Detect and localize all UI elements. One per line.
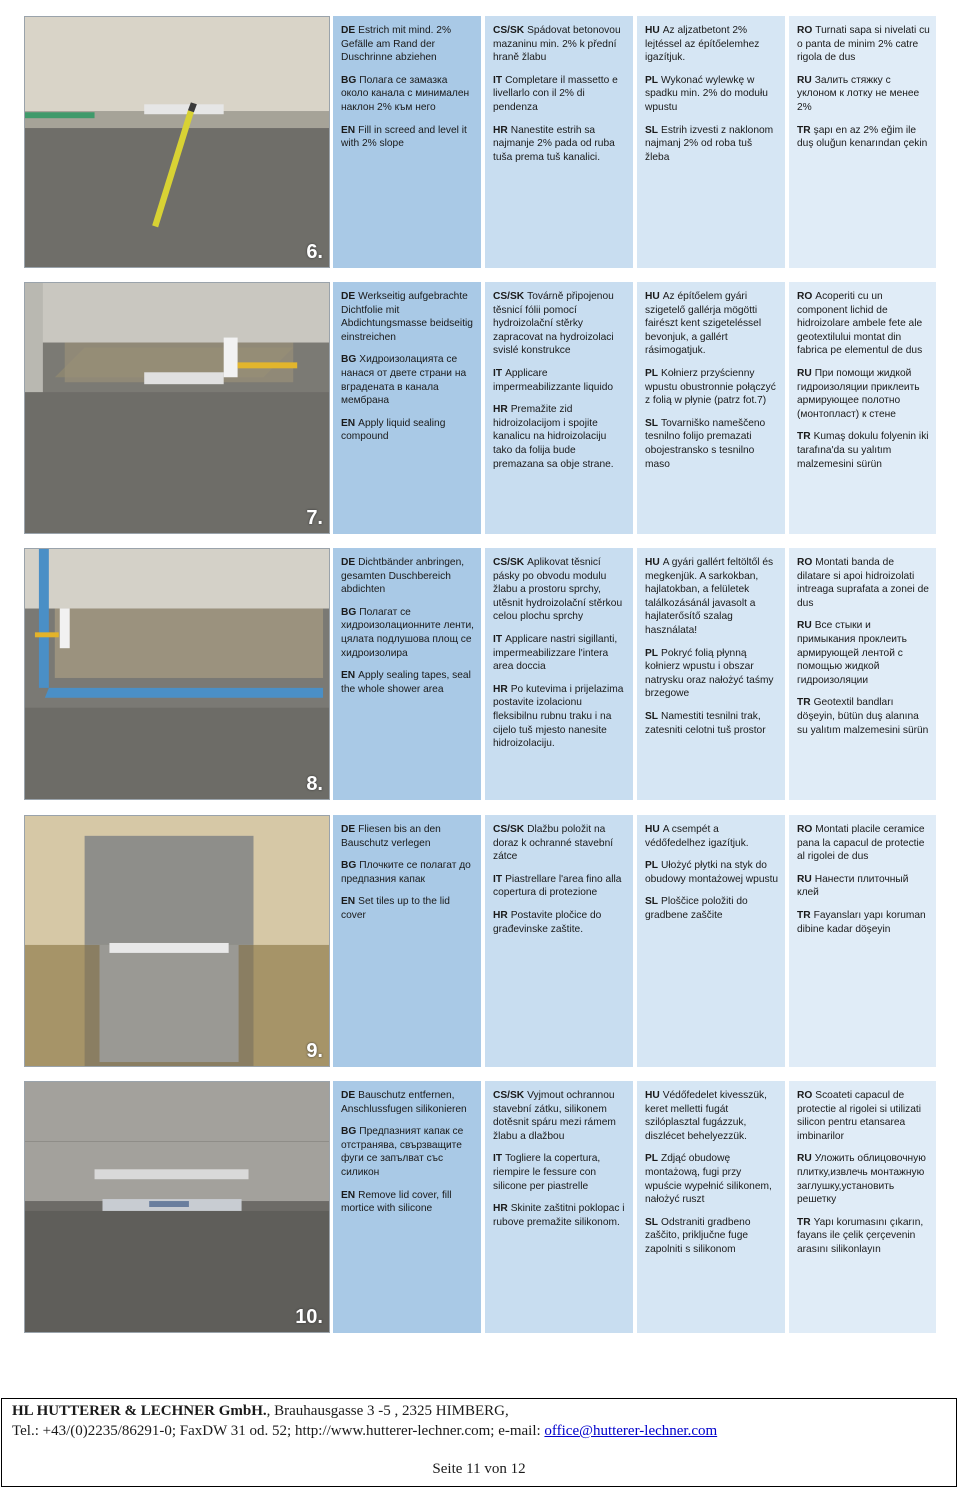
- language-code: HR: [493, 909, 508, 921]
- language-column: [789, 16, 936, 268]
- language-code: BG: [341, 74, 357, 86]
- instruction-body: Namestiti tesnilni trak, zatesniti celotni tuš prostor: [645, 710, 766, 736]
- language-code: CS/SK: [493, 291, 525, 302]
- instruction-text: [493, 633, 627, 674]
- instruction-body: Nanestite estrih sa najmanje 2% pada od ruba tuša prema tuš kanalici.: [493, 124, 615, 163]
- instruction-body: Postavite pločice do građevinske zaštite.: [493, 909, 602, 935]
- language-code: RU: [797, 873, 812, 885]
- instruction-text: [341, 1089, 475, 1116]
- instruction-text: [493, 1202, 627, 1229]
- instruction-text: [493, 367, 627, 394]
- language-code: HR: [493, 683, 508, 695]
- instruction-body: A gyári gallért feltöltől és megkenjük. A sarkokban, hajlatokban, a felületek találkozásánál javasolt a hajlaterősítő szalag használata!: [645, 557, 774, 636]
- instruction-body: Montati placile ceramice pana la capacul de protectie al rigolei de dus: [797, 824, 925, 863]
- instruction-body: Completare il massetto e livellarlo con il 2% di pendenza: [493, 74, 618, 113]
- instruction-body: Pokryć folią płynną kołnierz wpustu i obszar natrysku oraz nałożyć taśmy brzegowe: [645, 647, 774, 700]
- language-column: [485, 815, 633, 1067]
- instruction-text: [341, 1125, 475, 1179]
- instruction-body: Предпазният капак се отстранява, свързващите фуги се запълват със силикон: [341, 1126, 464, 1178]
- instruction-body: şapı en az 2% eğim ile duş oluğun kenarından çekin: [797, 124, 928, 150]
- company-address: , Brauhausgasse 3 -5 , 2325 HIMBERG,: [266, 1403, 509, 1419]
- instruction-body: Montati banda de dilatare si apoi hidroizolati intreaga suprafata a zonei de dus: [797, 557, 929, 609]
- instruction-text: [341, 24, 475, 65]
- language-column: [789, 548, 936, 800]
- instruction-body: Yapı korumasını çıkarın, fayans ile çelik çerçevenin arasını silikonlayın: [797, 1216, 924, 1255]
- company-name: HL HUTTERER & LECHNER GmbH.: [12, 1403, 267, 1419]
- instruction-body: Tovarniško nameščeno tesnilno folijo premazati obojestransko s tesnilno maso: [645, 417, 766, 470]
- instruction-body: Плочките се полагат до предпазния капак: [341, 860, 471, 885]
- instruction-text: [493, 1152, 627, 1193]
- language-code: EN: [341, 417, 356, 429]
- language-code: HU: [645, 824, 660, 835]
- instruction-text: [341, 353, 475, 407]
- instruction-text: [645, 556, 779, 638]
- language-column: [333, 548, 481, 800]
- instruction-body: Fayansları yapı koruman dibine kadar döşeyin: [797, 909, 926, 935]
- language-column: [637, 16, 785, 268]
- language-column: [789, 1081, 936, 1333]
- step-9: [24, 815, 936, 1067]
- instruction-text: [493, 74, 627, 115]
- step-number: 6.: [306, 241, 323, 263]
- instruction-text: [797, 124, 930, 151]
- instruction-text: [645, 1152, 779, 1206]
- language-code: TR: [797, 431, 811, 443]
- language-column: [485, 548, 633, 800]
- step-photo: [24, 548, 330, 800]
- language-code: TR: [797, 697, 811, 709]
- instruction-body: Premažite zid hidroizolacijom i spojite kanalicu na hidroizolaciju tako da folija bude premazana sa obje strane.: [493, 404, 614, 470]
- instruction-body: Ploščice položiti do gradbene zaščite: [645, 896, 748, 921]
- instruction-text: [341, 1189, 475, 1216]
- step-photo: [24, 16, 330, 268]
- language-code: SL: [645, 417, 659, 429]
- step-photo: [24, 1081, 330, 1333]
- step-8: [24, 548, 936, 800]
- instruction-text: [645, 417, 779, 471]
- language-code: RU: [797, 1153, 812, 1165]
- instruction-text: [645, 823, 779, 850]
- instruction-text: [493, 124, 627, 165]
- instruction-text: [341, 859, 475, 886]
- instruction-body: Zdjąć obudowę montażową, fugi przy wpuście wypełnić silikonem, nałożyć ruszt: [645, 1153, 772, 1206]
- instruction-text: [645, 74, 779, 115]
- language-code: RU: [797, 74, 812, 86]
- language-code: BG: [341, 606, 357, 618]
- email-link[interactable]: office@hutterer-lechner.com: [544, 1423, 718, 1439]
- instruction-text: [341, 669, 475, 696]
- instruction-body: Estrich mit mind. 2% Gefälle am Rand der Duschrinne abziehen: [341, 25, 451, 64]
- step-number: 7.: [306, 507, 323, 529]
- language-code: SL: [645, 896, 659, 908]
- language-code: CS/SK: [493, 25, 525, 36]
- instruction-text: [797, 74, 930, 115]
- instruction-body: Az építőelem gyári szigetelő gallérja mögötti fairészt kent szigeteléssel bevonjuk, a gallért rásimogatjuk.: [645, 291, 762, 357]
- language-column: [333, 282, 481, 534]
- instruction-body: Az aljzatbetont 2% lejtéssel az építőelemhez igazítjuk.: [645, 25, 760, 64]
- instruction-text: [341, 74, 475, 115]
- step-photo: [24, 282, 330, 534]
- instruction-body: Kumaş dokulu folyenin iki tarafına'da su yalıtım malzemesini sürün: [797, 431, 929, 470]
- instruction-body: Togliere la copertura, riempire le fessure con silicone per piastrelle: [493, 1153, 601, 1192]
- instruction-text: [797, 873, 930, 900]
- language-code: IT: [493, 1153, 503, 1165]
- instruction-body: Aplikovat těsnicí pásky po obvodu modulu žlabu a prostoru sprchy, utěsnit hydroizolační stěrkou celou plochu sprchy: [493, 557, 623, 623]
- instruction-text: [645, 1216, 779, 1257]
- language-code: EN: [341, 670, 356, 682]
- instruction-text: [797, 556, 930, 610]
- language-code: SL: [645, 1216, 659, 1228]
- instruction-text: [797, 24, 930, 65]
- contact-line: [12, 1423, 717, 1440]
- instruction-text: [797, 823, 930, 864]
- language-code: PL: [645, 860, 659, 872]
- instruction-body: Geotextil bandları döşeyin, bütün duş alanına su yalıtım malzemesini sürün: [797, 697, 929, 736]
- instruction-body: Acoperiti cu un component lichid de hidroizolare ambele fete ale geotextilului montat din fabrica pe elementul de dus: [797, 291, 923, 357]
- instruction-body: Odstraniti gradbeno zaščito, priključne fuge zapolniti s silikonom: [645, 1216, 751, 1255]
- instruction-text: [645, 367, 779, 408]
- language-code: CS/SK: [493, 1090, 525, 1101]
- language-column: [637, 1081, 785, 1333]
- instruction-body: Полагат се хидроизолационните ленти, цялата подлушова площ се хидроизолира: [341, 606, 474, 659]
- instruction-body: Ułożyć płytki na styk do obudowy montażowej wpustu: [645, 860, 779, 885]
- instruction-body: Нанести плиточный клей: [797, 873, 909, 899]
- instruction-body: Vyjmout ochrannou stavební zátku, silikonem dotěsnit spáru mezi rámem žlabu a dlažbou: [493, 1090, 616, 1142]
- instruction-text: [341, 417, 475, 444]
- instruction-body: Estrih izvesti z naklonom najmanj 2% od roba tuš žleba: [645, 124, 774, 163]
- instruction-text: [645, 895, 779, 922]
- language-code: CS/SK: [493, 824, 525, 835]
- instruction-text: [341, 895, 475, 922]
- instruction-body: Turnati sapa si nivelati cu o panta de minim 2% catre rigola de dus: [797, 25, 930, 64]
- language-code: EN: [341, 896, 356, 908]
- language-code: BG: [341, 354, 357, 366]
- instruction-text: [493, 683, 627, 751]
- language-code: DE: [341, 824, 356, 835]
- step-7: [24, 282, 936, 534]
- language-code: BG: [341, 860, 357, 872]
- instruction-text: [493, 873, 627, 900]
- instruction-text: [645, 1089, 779, 1143]
- language-code: RO: [797, 824, 813, 835]
- language-code: RU: [797, 620, 812, 632]
- language-column: [485, 282, 633, 534]
- language-code: HU: [645, 1090, 660, 1101]
- step-10: [24, 1081, 936, 1333]
- step-number: 10.: [295, 1306, 323, 1328]
- instruction-body: Dichtbänder anbringen, gesamten Duschbereich abdichten: [341, 557, 465, 596]
- language-code: RO: [797, 291, 813, 302]
- instruction-text: [645, 647, 779, 701]
- language-code: PL: [645, 74, 659, 86]
- instruction-text: [797, 367, 930, 421]
- instruction-body: Po kutevima i prijelazima postavite izolacionu fleksibilnu rubnu traku i na cijelo tuš mjesto nanesite hidroizolaciju.: [493, 683, 624, 750]
- instruction-body: При помощи жидкой гидроизоляции приклеить армирующее полотно (монтопласт) к стене: [797, 367, 920, 420]
- language-code: DE: [341, 1090, 356, 1101]
- language-code: DE: [341, 557, 356, 568]
- instruction-body: Továrně připojenou těsnicí fólii pomocí hydroizolační stěrky zapracovat na hydroizolaci svislé konstrukce: [493, 291, 614, 357]
- instruction-text: [797, 619, 930, 687]
- language-code: DE: [341, 25, 356, 36]
- language-code: RO: [797, 25, 813, 36]
- instruction-body: Fill in screed and level it with 2% slope: [341, 124, 467, 150]
- instruction-body: Remove lid cover, fill mortice with silicone: [341, 1189, 452, 1215]
- language-code: CS/SK: [493, 557, 525, 568]
- language-code: DE: [341, 291, 356, 302]
- page-footer: [1, 1398, 957, 1487]
- instruction-text: [645, 124, 779, 165]
- instruction-text: [493, 24, 627, 65]
- instruction-body: A csempét a védőfedelhez igazítjuk.: [645, 824, 749, 849]
- instruction-body: Полагa се замазка около канала с минимален наклон 2% към него: [341, 74, 470, 113]
- contact-info: Tel.: +43/(0)2235/86291-0; FaxDW 31 od. 52; http://www.hutterer-lechner.com; e-mail:: [12, 1423, 545, 1439]
- language-code: RO: [797, 1090, 813, 1101]
- language-code: RO: [797, 557, 813, 568]
- instruction-body: Piastrellare l'area fino alla copertura di protezione: [493, 873, 622, 899]
- instruction-text: [797, 1152, 930, 1206]
- instruction-body: Wykonać wylewkę w spadku min. 2% do modułu wpustu: [645, 74, 768, 113]
- instruction-text: [341, 124, 475, 151]
- language-code: HR: [493, 124, 508, 136]
- instruction-text: [493, 290, 627, 358]
- language-column: [789, 282, 936, 534]
- step-photo: [24, 815, 330, 1067]
- language-code: BG: [341, 1126, 357, 1138]
- language-code: SL: [645, 710, 659, 722]
- language-column: [485, 1081, 633, 1333]
- instruction-body: Kołnierz przyścienny wpustu obustronnie połączyć z folią w płynie (patrz fot.7): [645, 367, 776, 407]
- company-line: [12, 1403, 509, 1420]
- step-number: 9.: [306, 1040, 323, 1062]
- language-code: IT: [493, 633, 503, 645]
- language-code: HU: [645, 25, 660, 36]
- language-code: TR: [797, 1216, 811, 1228]
- language-column: [333, 16, 481, 268]
- language-code: RU: [797, 367, 812, 379]
- instruction-text: [645, 24, 779, 65]
- language-code: IT: [493, 367, 503, 379]
- language-column: [637, 548, 785, 800]
- instruction-text: [797, 1089, 930, 1143]
- instruction-body: Уложить облицовочную плитку,извлечь монтажную заглушку,установить решетку: [797, 1153, 926, 1206]
- language-code: HR: [493, 404, 508, 416]
- instruction-text: [341, 606, 475, 660]
- instruction-body: Apply sealing tapes, seal the whole shower area: [341, 670, 471, 695]
- language-code: HR: [493, 1203, 508, 1215]
- instruction-body: Apply liquid sealing compound: [341, 417, 446, 443]
- language-code: SL: [645, 124, 659, 136]
- language-code: EN: [341, 1189, 356, 1201]
- instruction-body: Dlažbu položit na doraz k ochranné stavební zátce: [493, 824, 614, 863]
- language-code: HU: [645, 557, 660, 568]
- instruction-text: [797, 909, 930, 936]
- instruction-body: Applicare nastri sigillanti, impermeabilizzare l'intera area doccia: [493, 633, 618, 673]
- language-code: IT: [493, 74, 503, 86]
- instruction-body: Fliesen bis an den Bauschutz verlegen: [341, 824, 441, 849]
- instruction-body: Set tiles up to the lid cover: [341, 896, 450, 921]
- instruction-text: [645, 290, 779, 358]
- language-code: EN: [341, 124, 356, 136]
- language-code: TR: [797, 909, 811, 921]
- instruction-text: [493, 403, 627, 471]
- instruction-body: Хидроизолацията се нанася от двете страни на вградената в канала мембрана: [341, 354, 467, 407]
- language-code: IT: [493, 873, 503, 885]
- language-column: [637, 815, 785, 1067]
- language-code: PL: [645, 647, 659, 659]
- instruction-body: Védőfedelet kivesszük, keret melletti fugát szilóplasztal fugázzuk, diszlécet behelyezzük.: [645, 1090, 767, 1142]
- instruction-text: [341, 823, 475, 850]
- language-column: [789, 815, 936, 1067]
- instruction-text: [493, 1089, 627, 1143]
- instruction-text: [797, 696, 930, 737]
- instruction-body: Applicare impermeabilizzante liquido: [493, 367, 614, 393]
- instruction-body: Werkseitig aufgebrachte Dichtfolie mit Abdichtungsmasse beidseitig einstreichen: [341, 291, 473, 343]
- instruction-body: Skinite zaštitni poklopac i rubove premažite silikonom.: [493, 1203, 625, 1228]
- language-column: [637, 282, 785, 534]
- instruction-text: [645, 859, 779, 886]
- instruction-text: [797, 290, 930, 358]
- language-code: HU: [645, 291, 660, 302]
- instruction-text: [797, 430, 930, 471]
- language-column: [333, 815, 481, 1067]
- instruction-body: Залить стяжку с уклоном к лотку не менее 2%: [797, 74, 920, 113]
- instruction-text: [493, 556, 627, 624]
- language-code: PL: [645, 1153, 659, 1165]
- instruction-text: [797, 1216, 930, 1257]
- instruction-text: [493, 909, 627, 936]
- page-number: Seite 11 von 12: [432, 1461, 526, 1477]
- language-code: PL: [645, 367, 659, 379]
- instruction-body: Scoateti capacul de protectie al rigolei si utilizati silicon pentru etansarea imbinarilor: [797, 1090, 922, 1142]
- instruction-body: Bauschutz entfernen, Anschlussfugen silikonieren: [341, 1090, 467, 1115]
- instruction-body: Spádovat betonovou mazaninu min. 2% k přední hraně žlabu: [493, 25, 621, 64]
- instruction-body: Все стыки и примыкания проклеить армирующей лентой с помощью жидкой гидроизоляции: [797, 620, 907, 686]
- instruction-text: [341, 290, 475, 344]
- instruction-text: [645, 710, 779, 737]
- step-number: 8.: [306, 773, 323, 795]
- instruction-text: [493, 823, 627, 864]
- language-code: TR: [797, 124, 811, 136]
- language-column: [333, 1081, 481, 1333]
- step-6: [24, 16, 936, 268]
- instruction-text: [341, 556, 475, 597]
- language-column: [485, 16, 633, 268]
